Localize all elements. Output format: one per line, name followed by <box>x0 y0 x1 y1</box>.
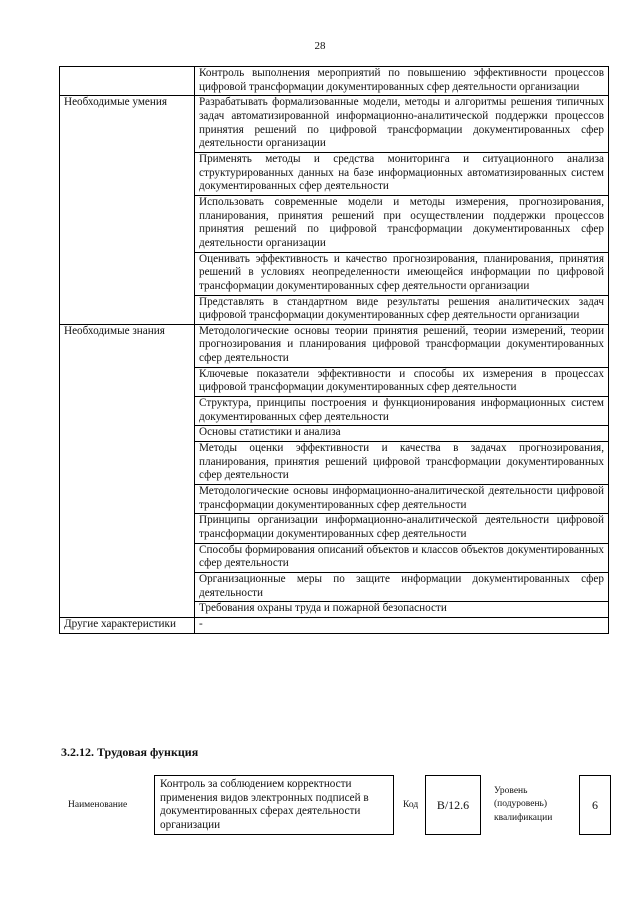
section-title: 3.2.12. Трудовая функция <box>61 745 199 759</box>
row-item: Использовать современные модели и методы измерения, прогнозирования, планирования, принятия решений при осуществлении поддержки процессов принятия решений по цифровой трансформации документированных сфер деятельности организации <box>195 195 609 252</box>
row-item: Принципы организации информационно-аналитической деятельности цифровой трансформации документированных сфер деятельности <box>195 514 609 543</box>
level-label: Уровень (подуровень) квалификации <box>494 786 553 823</box>
row-item: Контроль выполнения мероприятий по повышению эффективности процессов цифровой трансформации документированных сфер деятельности организации <box>195 67 609 96</box>
row-item: Требования охраны труда и пожарной безопасности <box>195 602 609 618</box>
row-item: Организационные меры по защите информации документированных сфер деятельности <box>195 572 609 601</box>
row-category: Необходимые умения <box>60 96 195 325</box>
row-category: Необходимые знания <box>60 324 195 617</box>
name-label: Наименование <box>68 800 128 810</box>
level-value: 6 <box>579 775 611 835</box>
row-item: - <box>195 617 609 633</box>
row-item: Способы формирования описаний объектов и классов объектов документированных сфер деятельности <box>195 543 609 572</box>
table-row <box>60 96 609 153</box>
table-row <box>60 617 609 633</box>
row-item: Методы оценки эффективности и качества в задачах прогнозирования, планирования, принятия решений цифровой трансформации документированных сфер деятельности <box>195 442 609 485</box>
row-category: Другие характеристики <box>60 617 195 633</box>
code-label: Код <box>403 800 419 810</box>
row-item: Ключевые показатели эффективности и способы их измерения в процессах цифровой трансформации документированных сфер деятельности <box>195 367 609 396</box>
row-item: Оценивать эффективность и качество прогнозирования, планирования, принятия решений в условиях неопределенности имеющейся информации по цифровой трансформации документированных сфер деятельности организации <box>195 252 609 295</box>
row-item: Структура, принципы построения и функционирования информационных систем документированных сфер деятельности <box>195 397 609 426</box>
row-item: Основы статистики и анализа <box>195 426 609 442</box>
row-item: Разрабатывать формализованные модели, методы и алгоритмы решения типичных задач автоматизированной информационно-аналитической поддержки процессов принятия решений по цифровой трансформации документированных сфер деятельности организации <box>195 96 609 153</box>
row-category <box>60 67 195 96</box>
table-row <box>60 67 609 96</box>
row-item: Представлять в стандартном виде результаты решения аналитических задач цифровой трансформации документированных сфер деятельности организации <box>195 295 609 324</box>
requirements-table <box>59 66 609 634</box>
code-value: B/12.6 <box>425 775 481 835</box>
page-number: 28 <box>314 40 326 52</box>
table-row <box>60 324 609 367</box>
row-item: Применять методы и средства мониторинга и ситуационного анализа структурированных данных на базе информационных автоматизированных систем документированных сфер деятельности <box>195 152 609 195</box>
function-name-value: Контроль за соблюдением корректности применения видов электронных подписей в документированных сферах деятельности организации <box>154 775 394 835</box>
row-item: Методологические основы информационно-аналитической деятельности цифровой трансформации документированных сфер деятельности <box>195 485 609 514</box>
row-item: Методологические основы теории принятия решений, теории измерений, теории прогнозирования и планирования цифровой трансформации документированных сфер деятельности <box>195 324 609 367</box>
